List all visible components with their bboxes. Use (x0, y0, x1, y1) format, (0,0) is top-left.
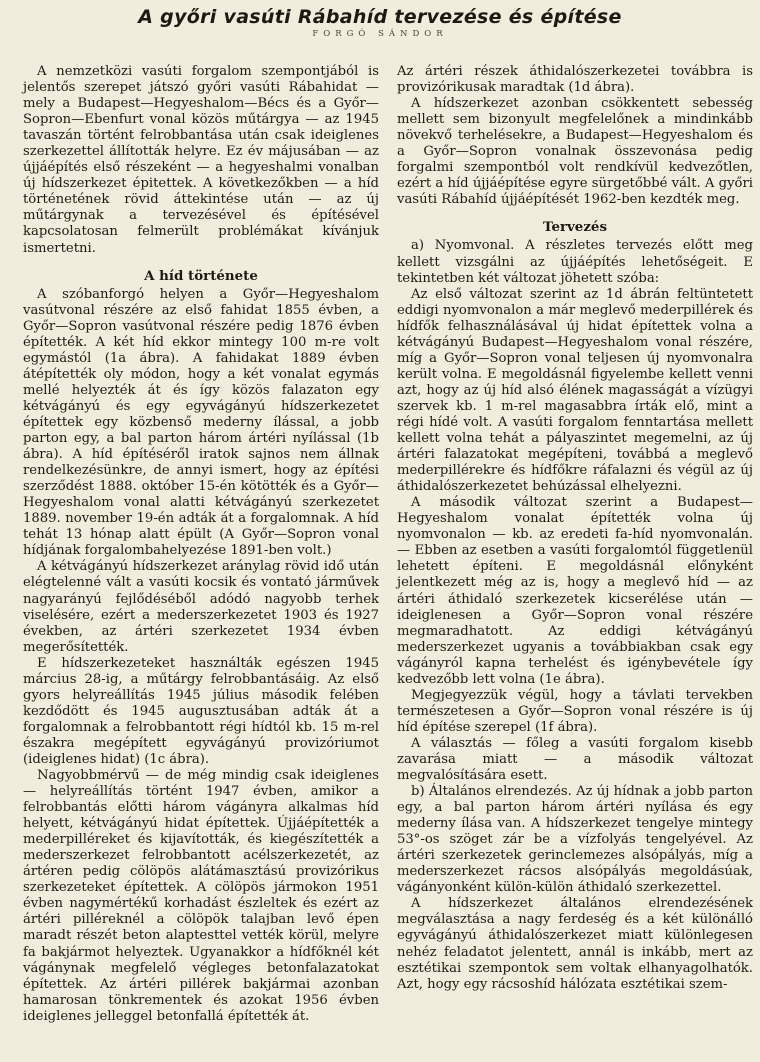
design-paragraph-choice: A választás — főleg a vasúti forgalom kisebb zavarása miatt — a második változat megvalósítására esett. (397, 735, 753, 784)
history-paragraph-3: E hídszerkezeteket használták egészen 1945 március 28-ig, a műtárgy felrobbantásáig. Az első gyors helyreállítás 1945 július második felében kezdődött és 1945 augusztusában adták át a forgalomnak a felrobbantott régi hídtól kb. 15 m-rel északra megépített egyvágányú provizóriumot (ideiglenes hidat) (1c ábra). (23, 655, 379, 767)
design-paragraph-variant-1: Az első változat szerint az 1d ábrán feltüntetett eddigi nyomvonalon a már meglevő mederpillérek és hídfők felhasználásával új hidat építettek volna a kétvágányú Budapest—Hegyeshalom vonal részére, míg a Győr—Sopron vonal teljesen új nyomvonalra került volna. E megoldásnál figyelembe kellett venni azt, hogy az új híd alsó élének magasságát a vízügyi szervek kb. 1 m-rel magasabbra írták elő, mint a régi hídé volt. A vasúti forgalom fenntartása mellett kellett volna tehát a pályaszintet megemelni, az új ártéri falazatokat megépíteni, továbbá a meglevő mederpillérekre és hídfőkre ráfalazni és végül az új áthidalószerkezetet behúzással elhelyezni. (397, 286, 753, 495)
design-paragraph-layout: b) Általános elrendezés. Az új hídnak a jobb parton egy, a bal parton három ártéri nyílása és egy mederny ílása van. A hídszerkezet tengelye mintegy 53°-os szöget zár be a vízfolyás tengelyével. Az ártéri szerkezetek gerinclemezes alsópályás, míg a mederszerkezet rácsos alsópályás megoldásúak, vágányonként külön-külön áthidaló szerkezettel. (397, 784, 753, 896)
article-author: FORGÓ SÁNDOR (312, 29, 448, 39)
design-paragraph-future: Megjegyezzük végül, hogy a távlati tervekben természetesen a Győr—Sopron vonal részére is új híd építése szerepel (1f ábra). (397, 687, 753, 735)
design-paragraph-alignment: a) Nyomvonal. A részletes tervezés előtt meg kellett vizsgálni az újjáépítés lehetőségeit. E tekintetben két változat jöhetett szóba: (397, 238, 753, 286)
history-paragraph-4: Nagyobbmérvű — de még mindig csak ideiglenes — helyreállítás történt 1947 évben, amikor a felrobbantás előtti három vágányra alkalmas híd helyett, kétvágányú hidat építettek. Újjáépítették a mederpilléreket és kijavították, és kiegészítették a mederszerkezet felrobbantott acélszerkezetét, az ártéren pedig cölöpös alátámasztású provizórikus szerkezeteket építettek. A cölöpös jármokon 1951 évben nagymértékű korhadást észleltek és ezért az ártéri pillérеknél a cölöpök talajban levő épen maradt részét beton alaptesttel vették körül, melyre fa bakjármot helyeztek. Ugyanakkor a hídfőknél két vágánynak megfelelő végleges betonfalazatokat építettek. Az ártéri pillérek bakjármai azonban hamarosan tönkrementek és azokat 1956 évben ideiglenes jelleggel betonfallá építették át. (23, 768, 379, 1024)
article-title: A győri vasúti Rábahíd tervezése és építése (138, 6, 622, 28)
history-paragraph-continued: Az ártéri részek áthidalószerkezetei továbbra is provizórikusak maradtak (1d ábra). (397, 64, 753, 96)
history-paragraph-2: A kétvágányú hídszerkezet aránylag rövid idő után elégtelenné vált a vasúti kocsik és vontató járművek nagyarányú fejlődéséből adódó nagyobb terhek viselésére, ezért a mederszerkezetet 1903 és 1927 években, az ártéri szerkezetet 1934 évben megerősítették. (23, 559, 379, 655)
design-paragraph-arrangement: A hídszerkezet általános elrendezésének megválasztása a nagy ferdeség és a két különálló egyvágányú áthidalószerkezet miatt különlegesen nehéz feladatot jelentett, annál is inkább, mert az esztétikai szempontok sem voltak elhanyagolhatók. Azt, hogy egy rácsoshíd hálózata esztétikai szem- (397, 896, 753, 992)
section-heading-history: A híd története (144, 267, 258, 284)
left-column (23, 64, 379, 1025)
history-paragraph-1: A szóbanforgó helyen a Győr—Hegyeshalom vasútvonal részére az első fahidat 1855 évben, a Győr—Sopron vasútvonal részére pedig 1876 évben építették. A két híd ekkor mintegy 100 m-re volt egymástól (1a ábra). A fahidakat 1889 évben átépítették oly módon, hogy a két vonalat egymás mellé helyezték át és így közös falazaton egy kétvágányú és egy egyvágányú hídszerkezetet építettek egy közbenső mederny ílással, a jobb parton egy, a bal parton három ártéri nyílással (1b ábra). A híd építéséről iratok sajnos nem állnak rendelkezésünkre, de annyi ismert, hogy az építési szerződést 1888. október 15-én kötötték és a Győr—Hegyeshalom vonal alatti kétvágányú szerkezetet 1889. november 19-én adták át a forgalomnak. A híd tehát 13 hónap alatt épült (A Győr—Sopron vonal hídjának forgalombahelyezése 1891-ben volt.) (23, 286, 379, 559)
design-paragraph-variant-2: A második változat szerint a Budapest—Hegyeshalom vonalat építették volna új nyomvonalon — kb. az eredeti fa-híd nyomvonalán. — Ebben az esetben a vasúti forgalomtól függetlenül lehetett építeni. E megoldásnál előnyként jelentkezett még az is, hogy a meglevő híd — az ártéri áthidaló szerkezetek kicserélése után — ideiglenesen a Győr—Sopron vonal részére megmaradhatott. Az eddigi kétvágányú mederszerkezet ugyanis a továbbiakban csak egy vágányról kapna terhelést és igénybevétele így kedvezőbb lett volna (1e ábra). (397, 495, 753, 687)
intro-paragraph: A nemzetközi vasúti forgalom szempontjából is jelentős szerepet játszó győri vasúti Rábahidat — mely a Budapest—Hegyeshalom—Bécs és a Győr—Sopron—Ebenfurt vonal közös műtárgya — az 1945 tavaszán történt felrobbantása után csak ideiglenes szerkezettel állították helyre. Ez év májusában — az újjáépítés első részeként — a hegyeshalmi vonalban új hídszerkezet épitettek. A következőkben — a híd történetének rövid áttekintése után — az új műtárgynak a tervezésével és építésével kapcsolatosan felmerült problémákat kívánjuk ismertetni. (23, 64, 379, 256)
right-column (397, 64, 753, 993)
history-paragraph-5: A hídszerkezet azonban csökkentett sebesség mellett sem bizonyult megfelelőnek a mindinkább növekvő terhelésekre, a Budapest—Hegyeshalom és a Győr—Sopron vonalnak összevonása pedig forgalmi szempontból volt rendkívül kedvezőtlen, ezért a híd újjáépítése egyre sürgetőbbé vált. A győri vasúti Rábahíd újjáépítését 1962-ben kezdték meg. (397, 96, 753, 208)
section-heading-design: Tervezés (543, 219, 607, 236)
